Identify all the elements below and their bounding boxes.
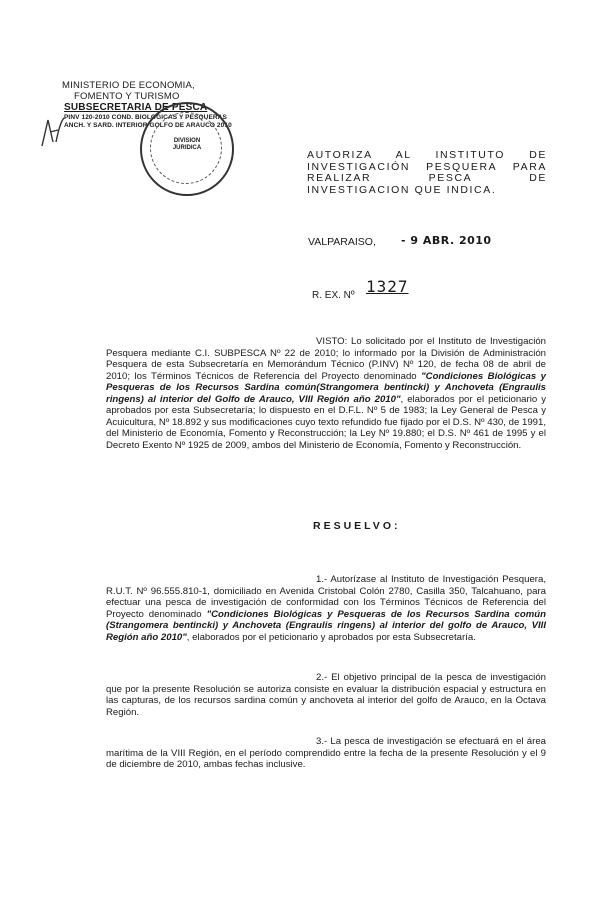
- resuelvo-heading: RESUELVO:: [313, 520, 401, 532]
- division-juridica-stamp: [140, 102, 234, 196]
- visto-text-2: , elaborados por el peticionario y aprobados por esta Subsecretaría; lo dispuesto en el D.F.L. Nº 5 de 1983; la Ley General de Pesca y Acuicultura, Nº 18.892 y sus modificaciones cuyo texto refundido fue fijado por el D.S. Nº 430, de 1991, del Ministerio de Economía, Fomento y Reconstrucción; la Ley Nº 19.880; el D.S. Nº 461 de 1995 y el Decreto Exento Nº 1925 de 2009, ambos del Ministerio de Economía, Fomento y Reconstrucción.: [106, 393, 546, 451]
- resolution-item-2: 2.- El objetivo principal de la pesca de investigación que por la presente Resolución se autoriza consiste en evaluar la distribución espacial y estructura en las capturas, de los recursos sardina común y anchoveta al interior del golfo de Arauco, en la Octava Región.: [106, 672, 546, 718]
- resolution-item-1: [106, 574, 546, 643]
- resolution-number-label: R. EX. Nº: [312, 290, 355, 301]
- subsecretaria-name: SUBSECRETARIA DE PESCA: [64, 102, 208, 113]
- ministry-subtitle: FOMENTO Y TURISMO: [74, 91, 180, 102]
- handwritten-initials: [38, 112, 68, 152]
- visto-text-1: VISTO: Lo solicitado por el Instituto de Investigación Pesquera mediante C.I. SUBPESCA Nº 22 de 2010; lo informado por la División de Administración Pesquera de esta Subsecretaría en Memorándum Técnico (P.INV) Nº 120, de fecha 08 de abril de 2010; los Términos Técnicos de Referencia del Proyecto denominado: [106, 336, 546, 382]
- item-1-text-b: , elaborados por el peticionario y aprobados por esta Subsecretaría.: [186, 631, 476, 643]
- visto-project-title: "Condiciones Biológicas y Pesqueras de los Recursos Sardina común(Strangomera bentincki) y Anchoveta (Engraulis ringens) al interior del Golfo de Arauco, VIII Región año 2010": [106, 370, 547, 405]
- resolution-number: 1327: [366, 277, 409, 296]
- visto-paragraph: [106, 336, 546, 451]
- place-label: VALPARAISO,: [308, 236, 376, 248]
- resolution-subject: AUTORIZA AL INSTITUTO DE INVESTIGACIÓN PESQUERA PARA REALIZAR PESCA DE INVESTIGACION QUE INDICA.: [307, 149, 547, 196]
- reference-line-1: PINV 120-2010 COND. BIOLOGICAS Y PESQUERAS: [64, 114, 227, 121]
- stamp-line-1: DIVISION: [173, 138, 201, 144]
- stamp-line-2: JURIDICA: [172, 145, 202, 151]
- resolution-item-3: 3.- La pesca de investigación se efectuará en el área marítima de la VIII Región, en el período comprendido entre la fecha de la presente Resolución y el 9 de diciembre de 2010, ambas fechas inclusive.: [106, 736, 546, 770]
- date-stamp: - 9 ABR. 2010: [401, 234, 492, 247]
- reference-line-2: ANCH. Y SARD. INTERIOR GOLFO DE ARAUCO 2010: [64, 121, 232, 129]
- ministry-name: MINISTERIO DE ECONOMIA,: [62, 80, 195, 91]
- item-1-project-title: "Condiciones Biológicas y Pesqueras de los Recursos Sardina común (Strangomera bentincki) y Anchoveta (Engraulis ringens) al interior del golfo de Arauco, VIII Región año 2010": [106, 608, 546, 643]
- item-1-text-a: 1.- Autorízase al Instituto de Investigación Pesquera, R.U.T. Nº 96.555.810-1, domiciliado en Avenida Cristobal Colón 2780, Casilla 350, Talcahuano, para efectuar una pesca de investigación de conformidad con los Términos Técnicos de Referencia del Proyecto denominado: [106, 574, 546, 620]
- stamp-inner-ring: [150, 112, 222, 184]
